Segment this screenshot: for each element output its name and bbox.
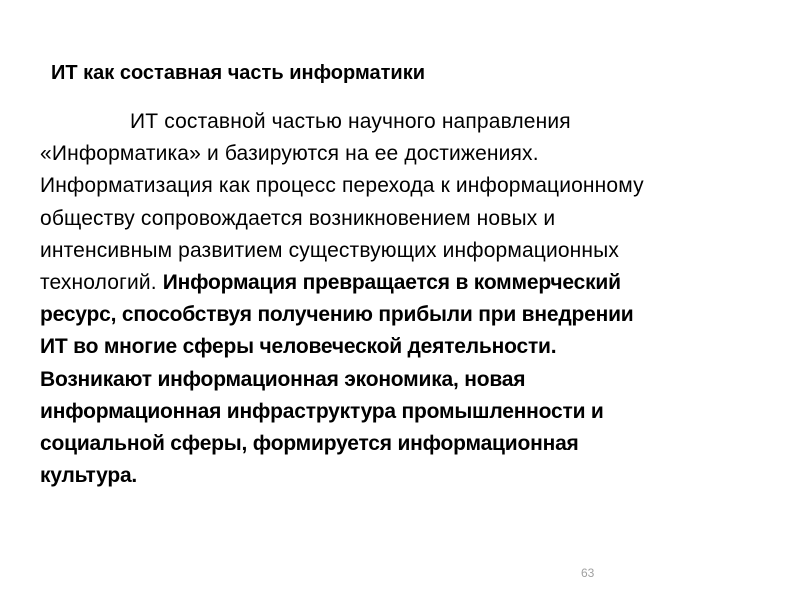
emphasis-line: ресурс, способствуя получению прибыли при внедрении <box>40 303 634 327</box>
mixed-line <box>40 267 780 299</box>
body-line: обществу сопровождается возникновением новых и <box>40 206 556 230</box>
body-line-normal-part: технологий. <box>40 271 157 295</box>
emphasis-line: информационная инфраструктура промышленности и <box>40 399 604 423</box>
emphasis-line: ИТ во многие сферы человеческой деятельности. <box>40 335 557 359</box>
emphasis-line: Возникают информационная экономика, новая <box>40 367 526 391</box>
emphasis-line: культура. <box>40 464 138 488</box>
body-line: «Информатика» и базируются на ее достижениях. <box>40 142 539 166</box>
body-paragraph <box>40 106 780 492</box>
body-line: Информатизация как процесс перехода к информационному <box>40 174 644 198</box>
slide-title: ИТ как составная часть информатики <box>51 62 426 84</box>
body-line: интенсивным развитием существующих информационных <box>40 238 620 262</box>
page-number: 63 <box>581 566 595 580</box>
body-line: ИТ составной частью научного направления <box>130 110 571 133</box>
emphasis-line: социальной сферы, формируется информационная <box>40 432 579 456</box>
emphasis-text: Информация превращается в коммерческий <box>162 271 621 295</box>
